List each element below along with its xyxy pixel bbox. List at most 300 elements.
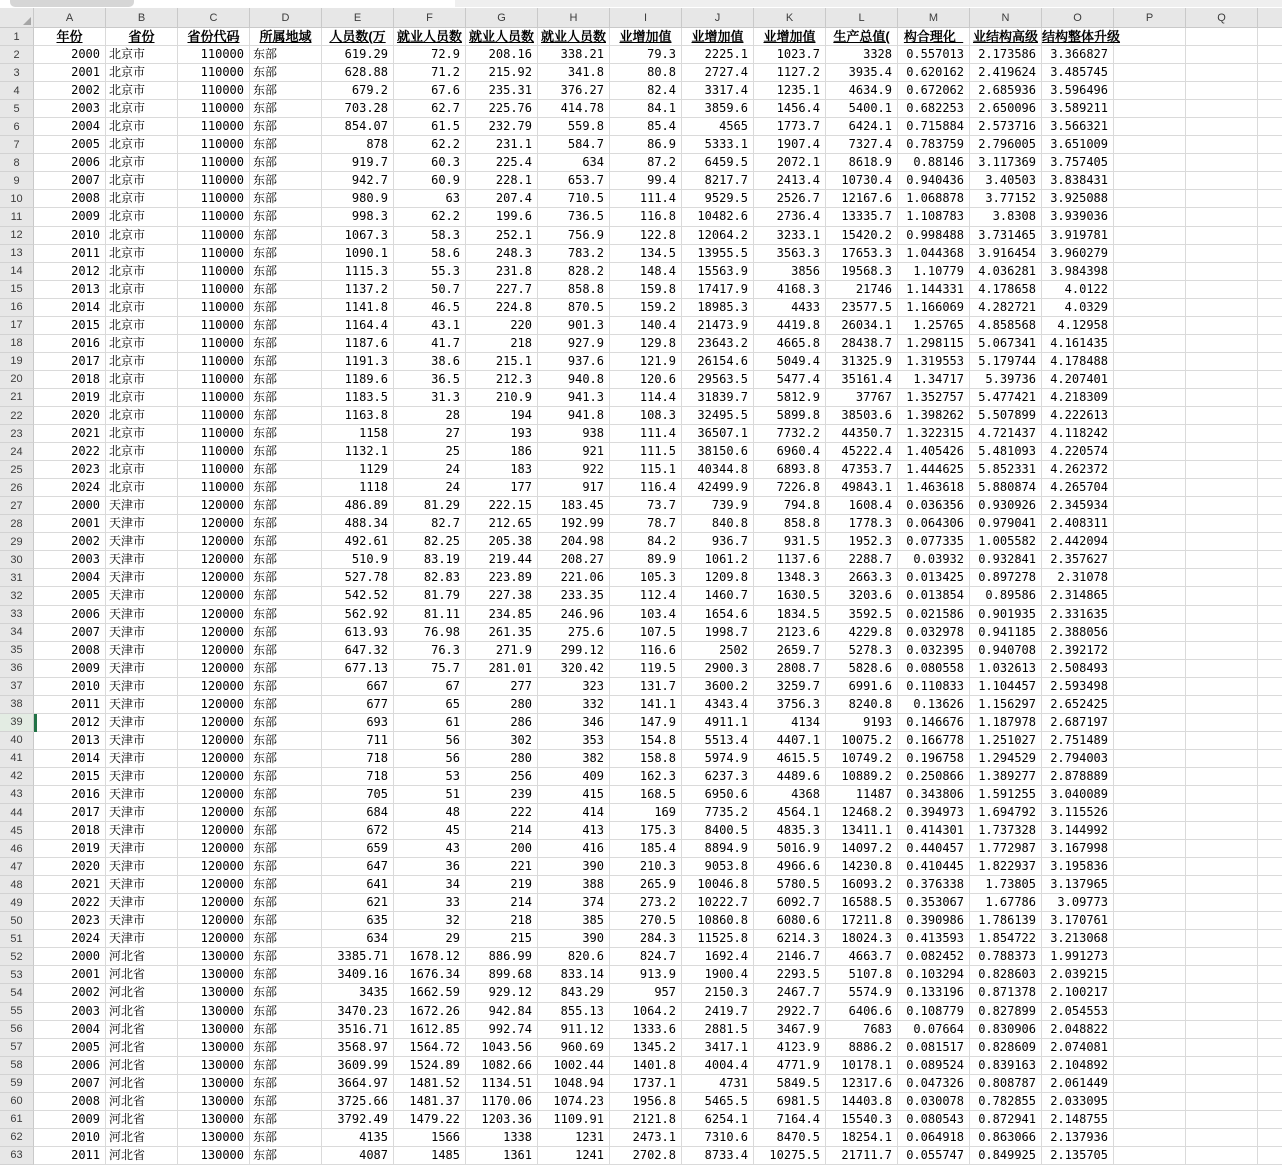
row-number-12[interactable]: 12 <box>0 227 34 245</box>
cell-C34[interactable]: 120000 <box>178 624 250 642</box>
cell-B16[interactable]: 北京市 <box>106 299 178 317</box>
cell-O53[interactable]: 2.039215 <box>1042 966 1114 984</box>
cell-M43[interactable]: 0.343806 <box>898 786 970 804</box>
cell-J4[interactable]: 3317.4 <box>682 82 754 100</box>
cell-O13[interactable]: 3.960279 <box>1042 245 1114 263</box>
cell-Q60[interactable] <box>1186 1093 1258 1111</box>
cell-K54[interactable]: 2467.7 <box>754 984 826 1002</box>
cell-G43[interactable]: 239 <box>466 786 538 804</box>
cell-A24[interactable]: 2022 <box>34 443 106 461</box>
cell-G54[interactable]: 929.12 <box>466 984 538 1002</box>
header-cell-F[interactable]: 就业人员数 <box>394 28 466 46</box>
header-cell-O[interactable]: 结构整体升级 <box>1042 28 1114 46</box>
row-number-60[interactable]: 60 <box>0 1093 34 1111</box>
cell-N18[interactable]: 5.067341 <box>970 335 1042 353</box>
cell-F58[interactable]: 1524.89 <box>394 1057 466 1075</box>
cell-Q25[interactable] <box>1186 461 1258 479</box>
cell-J62[interactable]: 7310.6 <box>682 1129 754 1147</box>
cell-B6[interactable]: 北京市 <box>106 118 178 136</box>
cell-K63[interactable]: 10275.5 <box>754 1147 826 1165</box>
cell-C58[interactable]: 130000 <box>178 1057 250 1075</box>
cell-M7[interactable]: 0.783759 <box>898 136 970 154</box>
cell-B24[interactable]: 北京市 <box>106 443 178 461</box>
cell-F24[interactable]: 25 <box>394 443 466 461</box>
cell-J20[interactable]: 29563.5 <box>682 371 754 389</box>
cell-L15[interactable]: 21746 <box>826 281 898 299</box>
cell-I20[interactable]: 120.6 <box>610 371 682 389</box>
cell-G49[interactable]: 214 <box>466 894 538 912</box>
cell-N50[interactable]: 1.786139 <box>970 912 1042 930</box>
cell-N30[interactable]: 0.932841 <box>970 551 1042 569</box>
row-number-37[interactable]: 37 <box>0 678 34 696</box>
cell-G14[interactable]: 231.8 <box>466 263 538 281</box>
cell-B38[interactable]: 天津市 <box>106 696 178 714</box>
cell-A58[interactable]: 2006 <box>34 1057 106 1075</box>
column-header-K[interactable]: K <box>754 8 826 27</box>
cell-B29[interactable]: 天津市 <box>106 533 178 551</box>
cell-H2[interactable]: 338.21 <box>538 46 610 64</box>
cell-N39[interactable]: 1.187978 <box>970 714 1042 732</box>
cell-F6[interactable]: 61.5 <box>394 118 466 136</box>
cell-F2[interactable]: 72.9 <box>394 46 466 64</box>
cell-K13[interactable]: 3563.3 <box>754 245 826 263</box>
column-header-A[interactable]: A <box>34 8 106 27</box>
cell-B34[interactable]: 天津市 <box>106 624 178 642</box>
cell-Q30[interactable] <box>1186 551 1258 569</box>
cell-J53[interactable]: 1900.4 <box>682 966 754 984</box>
cell-G32[interactable]: 227.38 <box>466 587 538 605</box>
cell-G33[interactable]: 234.85 <box>466 606 538 624</box>
cell-L53[interactable]: 5107.8 <box>826 966 898 984</box>
cell-A46[interactable]: 2019 <box>34 840 106 858</box>
header-cell-L[interactable]: 生产总值( <box>826 28 898 46</box>
cell-B2[interactable]: 北京市 <box>106 46 178 64</box>
cell-K29[interactable]: 931.5 <box>754 533 826 551</box>
cell-Q56[interactable] <box>1186 1021 1258 1039</box>
cell-H24[interactable]: 921 <box>538 443 610 461</box>
cell-B42[interactable]: 天津市 <box>106 768 178 786</box>
cell-F12[interactable]: 58.3 <box>394 227 466 245</box>
cell-O31[interactable]: 2.31078 <box>1042 569 1114 587</box>
cell-H10[interactable]: 710.5 <box>538 190 610 208</box>
cell-N61[interactable]: 0.872941 <box>970 1111 1042 1129</box>
cell-H3[interactable]: 341.8 <box>538 64 610 82</box>
header-cell-N[interactable]: 业结构高级 <box>970 28 1042 46</box>
cell-D12[interactable]: 东部 <box>250 227 322 245</box>
cell-M38[interactable]: 0.13626 <box>898 696 970 714</box>
cell-L10[interactable]: 12167.6 <box>826 190 898 208</box>
cell-J29[interactable]: 936.7 <box>682 533 754 551</box>
cell-D43[interactable]: 东部 <box>250 786 322 804</box>
cell-D49[interactable]: 东部 <box>250 894 322 912</box>
cell-B60[interactable]: 河北省 <box>106 1093 178 1111</box>
cell-G18[interactable]: 218 <box>466 335 538 353</box>
cell-E20[interactable]: 1189.6 <box>322 371 394 389</box>
cell-G4[interactable]: 235.31 <box>466 82 538 100</box>
cell-I36[interactable]: 119.5 <box>610 660 682 678</box>
cell-F4[interactable]: 67.6 <box>394 82 466 100</box>
cell-K31[interactable]: 1348.3 <box>754 569 826 587</box>
cell-Q61[interactable] <box>1186 1111 1258 1129</box>
cell-B23[interactable]: 北京市 <box>106 425 178 443</box>
cell-J58[interactable]: 4004.4 <box>682 1057 754 1075</box>
cell-D57[interactable]: 东部 <box>250 1039 322 1057</box>
cell-F35[interactable]: 76.3 <box>394 642 466 660</box>
cell-N36[interactable]: 1.032613 <box>970 660 1042 678</box>
cell-L29[interactable]: 1952.3 <box>826 533 898 551</box>
cell-D7[interactable]: 东部 <box>250 136 322 154</box>
cell-M45[interactable]: 0.414301 <box>898 822 970 840</box>
cell-M23[interactable]: 1.322315 <box>898 425 970 443</box>
cell-G31[interactable]: 223.89 <box>466 569 538 587</box>
row-number-7[interactable]: 7 <box>0 136 34 154</box>
row-number-3[interactable]: 3 <box>0 64 34 82</box>
cell-M27[interactable]: 0.036356 <box>898 497 970 515</box>
cell-A11[interactable]: 2009 <box>34 208 106 226</box>
cell-H9[interactable]: 653.7 <box>538 172 610 190</box>
cell-D15[interactable]: 东部 <box>250 281 322 299</box>
cell-A47[interactable]: 2020 <box>34 858 106 876</box>
row-number-6[interactable]: 6 <box>0 118 34 136</box>
row-number-27[interactable]: 27 <box>0 497 34 515</box>
cell-C61[interactable]: 130000 <box>178 1111 250 1129</box>
cell-B55[interactable]: 河北省 <box>106 1003 178 1021</box>
cell-G56[interactable]: 992.74 <box>466 1021 538 1039</box>
cell-E35[interactable]: 647.32 <box>322 642 394 660</box>
cell-L37[interactable]: 6991.6 <box>826 678 898 696</box>
cell-K40[interactable]: 4407.1 <box>754 732 826 750</box>
cell-H8[interactable]: 634 <box>538 154 610 172</box>
cell-I40[interactable]: 154.8 <box>610 732 682 750</box>
cell-K27[interactable]: 794.8 <box>754 497 826 515</box>
cell-O36[interactable]: 2.508493 <box>1042 660 1114 678</box>
cell-F60[interactable]: 1481.37 <box>394 1093 466 1111</box>
cell-L40[interactable]: 10075.2 <box>826 732 898 750</box>
cell-J13[interactable]: 13955.5 <box>682 245 754 263</box>
cell-L34[interactable]: 4229.8 <box>826 624 898 642</box>
cell-J32[interactable]: 1460.7 <box>682 587 754 605</box>
row-number-38[interactable]: 38 <box>0 696 34 714</box>
cell-N53[interactable]: 0.828603 <box>970 966 1042 984</box>
cell-C50[interactable]: 120000 <box>178 912 250 930</box>
cell-H37[interactable]: 323 <box>538 678 610 696</box>
cell-I35[interactable]: 116.6 <box>610 642 682 660</box>
cell-L59[interactable]: 12317.6 <box>826 1075 898 1093</box>
cell-F17[interactable]: 43.1 <box>394 317 466 335</box>
cell-I14[interactable]: 148.4 <box>610 263 682 281</box>
cell-J44[interactable]: 7735.2 <box>682 804 754 822</box>
row-number-53[interactable]: 53 <box>0 966 34 984</box>
cell-N42[interactable]: 1.389277 <box>970 768 1042 786</box>
cell-A10[interactable]: 2008 <box>34 190 106 208</box>
cell-H39[interactable]: 346 <box>538 714 610 732</box>
cell-P28[interactable] <box>1114 515 1186 533</box>
cell-B53[interactable]: 河北省 <box>106 966 178 984</box>
row-number-29[interactable]: 29 <box>0 533 34 551</box>
cell-K15[interactable]: 4168.3 <box>754 281 826 299</box>
cell-D58[interactable]: 东部 <box>250 1057 322 1075</box>
cell-D61[interactable]: 东部 <box>250 1111 322 1129</box>
cell-E17[interactable]: 1164.4 <box>322 317 394 335</box>
cell-C12[interactable]: 110000 <box>178 227 250 245</box>
cell-L31[interactable]: 2663.3 <box>826 569 898 587</box>
cell-P15[interactable] <box>1114 281 1186 299</box>
cell-J60[interactable]: 5465.5 <box>682 1093 754 1111</box>
cell-E5[interactable]: 703.28 <box>322 100 394 118</box>
header-cell-A[interactable]: 年份 <box>34 28 106 46</box>
cell-K44[interactable]: 4564.1 <box>754 804 826 822</box>
cell-J11[interactable]: 10482.6 <box>682 208 754 226</box>
cell-M61[interactable]: 0.080543 <box>898 1111 970 1129</box>
cell-P57[interactable] <box>1114 1039 1186 1057</box>
cell-I63[interactable]: 2702.8 <box>610 1147 682 1165</box>
cell-C57[interactable]: 130000 <box>178 1039 250 1057</box>
cell-G35[interactable]: 271.9 <box>466 642 538 660</box>
cell-I12[interactable]: 122.8 <box>610 227 682 245</box>
cell-F57[interactable]: 1564.72 <box>394 1039 466 1057</box>
cell-J42[interactable]: 6237.3 <box>682 768 754 786</box>
cell-D46[interactable]: 东部 <box>250 840 322 858</box>
cell-B5[interactable]: 北京市 <box>106 100 178 118</box>
cell-I59[interactable]: 1737.1 <box>610 1075 682 1093</box>
cell-C9[interactable]: 110000 <box>178 172 250 190</box>
cell-O57[interactable]: 2.074081 <box>1042 1039 1114 1057</box>
cell-J12[interactable]: 12064.2 <box>682 227 754 245</box>
cell-G24[interactable]: 186 <box>466 443 538 461</box>
cell-C24[interactable]: 110000 <box>178 443 250 461</box>
cell-P53[interactable] <box>1114 966 1186 984</box>
row-number-1[interactable]: 1 <box>0 28 34 46</box>
cell-P46[interactable] <box>1114 840 1186 858</box>
cell-O21[interactable]: 4.218309 <box>1042 389 1114 407</box>
cell-I3[interactable]: 80.8 <box>610 64 682 82</box>
cell-E45[interactable]: 672 <box>322 822 394 840</box>
cell-J6[interactable]: 4565 <box>682 118 754 136</box>
cell-J45[interactable]: 8400.5 <box>682 822 754 840</box>
row-number-36[interactable]: 36 <box>0 660 34 678</box>
cell-P13[interactable] <box>1114 245 1186 263</box>
cell-N17[interactable]: 4.858568 <box>970 317 1042 335</box>
cell-F20[interactable]: 36.5 <box>394 371 466 389</box>
cell-I29[interactable]: 84.2 <box>610 533 682 551</box>
cell-G34[interactable]: 261.35 <box>466 624 538 642</box>
cell-P42[interactable] <box>1114 768 1186 786</box>
cell-M13[interactable]: 1.044368 <box>898 245 970 263</box>
cell-B40[interactable]: 天津市 <box>106 732 178 750</box>
cell-M15[interactable]: 1.144331 <box>898 281 970 299</box>
cell-F47[interactable]: 36 <box>394 858 466 876</box>
cell-D8[interactable]: 东部 <box>250 154 322 172</box>
row-number-24[interactable]: 24 <box>0 443 34 461</box>
cell-B43[interactable]: 天津市 <box>106 786 178 804</box>
cell-D48[interactable]: 东部 <box>250 876 322 894</box>
cell-D60[interactable]: 东部 <box>250 1093 322 1111</box>
cell-M5[interactable]: 0.682253 <box>898 100 970 118</box>
cell-A62[interactable]: 2010 <box>34 1129 106 1147</box>
cell-L9[interactable]: 10730.4 <box>826 172 898 190</box>
cell-G29[interactable]: 205.38 <box>466 533 538 551</box>
cell-E38[interactable]: 677 <box>322 696 394 714</box>
cell-P51[interactable] <box>1114 930 1186 948</box>
cell-B39[interactable]: 天津市 <box>106 714 178 732</box>
cell-E41[interactable]: 718 <box>322 750 394 768</box>
cell-G6[interactable]: 232.79 <box>466 118 538 136</box>
cell-F45[interactable]: 45 <box>394 822 466 840</box>
cell-G52[interactable]: 886.99 <box>466 948 538 966</box>
cell-F50[interactable]: 32 <box>394 912 466 930</box>
cell-P23[interactable] <box>1114 425 1186 443</box>
cell-N37[interactable]: 1.104457 <box>970 678 1042 696</box>
cell-I58[interactable]: 1401.8 <box>610 1057 682 1075</box>
cell-H53[interactable]: 833.14 <box>538 966 610 984</box>
cell-G60[interactable]: 1170.06 <box>466 1093 538 1111</box>
cell-G5[interactable]: 225.76 <box>466 100 538 118</box>
row-number-13[interactable]: 13 <box>0 245 34 263</box>
cell-F27[interactable]: 81.29 <box>394 497 466 515</box>
cell-G16[interactable]: 224.8 <box>466 299 538 317</box>
cell-Q57[interactable] <box>1186 1039 1258 1057</box>
cell-K53[interactable]: 2293.5 <box>754 966 826 984</box>
column-header-J[interactable]: J <box>682 8 754 27</box>
cell-K57[interactable]: 4123.9 <box>754 1039 826 1057</box>
cell-L27[interactable]: 1608.4 <box>826 497 898 515</box>
cell-C31[interactable]: 120000 <box>178 569 250 587</box>
cell-G22[interactable]: 194 <box>466 407 538 425</box>
cell-Q19[interactable] <box>1186 353 1258 371</box>
cell-E57[interactable]: 3568.97 <box>322 1039 394 1057</box>
cell-C18[interactable]: 110000 <box>178 335 250 353</box>
cell-N33[interactable]: 0.901935 <box>970 606 1042 624</box>
cell-C51[interactable]: 120000 <box>178 930 250 948</box>
cell-C13[interactable]: 110000 <box>178 245 250 263</box>
cell-B52[interactable]: 河北省 <box>106 948 178 966</box>
cell-F54[interactable]: 1662.59 <box>394 984 466 1002</box>
cell-M44[interactable]: 0.394973 <box>898 804 970 822</box>
cell-M8[interactable]: 0.88146 <box>898 154 970 172</box>
cell-I8[interactable]: 87.2 <box>610 154 682 172</box>
cell-Q58[interactable] <box>1186 1057 1258 1075</box>
header-cell-E[interactable]: 人员数(万 <box>322 28 394 46</box>
cell-N26[interactable]: 5.880874 <box>970 479 1042 497</box>
cell-M35[interactable]: 0.032395 <box>898 642 970 660</box>
cell-I37[interactable]: 131.7 <box>610 678 682 696</box>
header-cell-J[interactable]: 业增加值 <box>682 28 754 46</box>
cell-I51[interactable]: 284.3 <box>610 930 682 948</box>
cell-E51[interactable]: 634 <box>322 930 394 948</box>
cell-D33[interactable]: 东部 <box>250 606 322 624</box>
cell-C60[interactable]: 130000 <box>178 1093 250 1111</box>
cell-O44[interactable]: 3.115526 <box>1042 804 1114 822</box>
cell-A18[interactable]: 2016 <box>34 335 106 353</box>
cell-I7[interactable]: 86.9 <box>610 136 682 154</box>
cell-L14[interactable]: 19568.3 <box>826 263 898 281</box>
cell-C62[interactable]: 130000 <box>178 1129 250 1147</box>
cell-N21[interactable]: 5.477421 <box>970 389 1042 407</box>
cell-B33[interactable]: 天津市 <box>106 606 178 624</box>
cell-P47[interactable] <box>1114 858 1186 876</box>
cell-K28[interactable]: 858.8 <box>754 515 826 533</box>
cell-A50[interactable]: 2023 <box>34 912 106 930</box>
column-header-P[interactable]: P <box>1114 8 1186 27</box>
cell-C3[interactable]: 110000 <box>178 64 250 82</box>
cell-C47[interactable]: 120000 <box>178 858 250 876</box>
cell-C5[interactable]: 110000 <box>178 100 250 118</box>
cell-I26[interactable]: 116.4 <box>610 479 682 497</box>
cell-I49[interactable]: 273.2 <box>610 894 682 912</box>
cell-M62[interactable]: 0.064918 <box>898 1129 970 1147</box>
cell-J2[interactable]: 2225.1 <box>682 46 754 64</box>
cell-A56[interactable]: 2004 <box>34 1021 106 1039</box>
cell-D25[interactable]: 东部 <box>250 461 322 479</box>
cell-P10[interactable] <box>1114 190 1186 208</box>
cell-G21[interactable]: 210.9 <box>466 389 538 407</box>
cell-E11[interactable]: 998.3 <box>322 208 394 226</box>
cell-H56[interactable]: 911.12 <box>538 1021 610 1039</box>
cell-K8[interactable]: 2072.1 <box>754 154 826 172</box>
cell-B63[interactable]: 河北省 <box>106 1147 178 1165</box>
cell-I44[interactable]: 169 <box>610 804 682 822</box>
cell-N48[interactable]: 1.73805 <box>970 876 1042 894</box>
cell-I34[interactable]: 107.5 <box>610 624 682 642</box>
cell-F29[interactable]: 82.25 <box>394 533 466 551</box>
column-header-F[interactable]: F <box>394 8 466 27</box>
cell-K18[interactable]: 4665.8 <box>754 335 826 353</box>
header-cell-P[interactable] <box>1114 28 1186 46</box>
cell-L32[interactable]: 3203.6 <box>826 587 898 605</box>
cell-Q46[interactable] <box>1186 840 1258 858</box>
cell-E60[interactable]: 3725.66 <box>322 1093 394 1111</box>
cell-A38[interactable]: 2011 <box>34 696 106 714</box>
cell-H26[interactable]: 917 <box>538 479 610 497</box>
header-cell-D[interactable]: 所属地域 <box>250 28 322 46</box>
cell-P44[interactable] <box>1114 804 1186 822</box>
cell-A17[interactable]: 2015 <box>34 317 106 335</box>
cell-E3[interactable]: 628.88 <box>322 64 394 82</box>
cell-C54[interactable]: 130000 <box>178 984 250 1002</box>
cell-N46[interactable]: 1.772987 <box>970 840 1042 858</box>
cell-H36[interactable]: 320.42 <box>538 660 610 678</box>
cell-D11[interactable]: 东部 <box>250 208 322 226</box>
cell-O54[interactable]: 2.100217 <box>1042 984 1114 1002</box>
row-number-33[interactable]: 33 <box>0 606 34 624</box>
cell-A34[interactable]: 2007 <box>34 624 106 642</box>
cell-C39[interactable]: 120000 <box>178 714 250 732</box>
cell-O3[interactable]: 3.485745 <box>1042 64 1114 82</box>
cell-I32[interactable]: 112.4 <box>610 587 682 605</box>
cell-F15[interactable]: 50.7 <box>394 281 466 299</box>
cell-H31[interactable]: 221.06 <box>538 569 610 587</box>
cell-B46[interactable]: 天津市 <box>106 840 178 858</box>
cell-H51[interactable]: 390 <box>538 930 610 948</box>
cell-A32[interactable]: 2005 <box>34 587 106 605</box>
cell-A63[interactable]: 2011 <box>34 1147 106 1165</box>
cell-N40[interactable]: 1.251027 <box>970 732 1042 750</box>
cell-H15[interactable]: 858.8 <box>538 281 610 299</box>
cell-F25[interactable]: 24 <box>394 461 466 479</box>
cell-F33[interactable]: 81.11 <box>394 606 466 624</box>
cell-N20[interactable]: 5.39736 <box>970 371 1042 389</box>
cell-F28[interactable]: 82.7 <box>394 515 466 533</box>
cell-G41[interactable]: 280 <box>466 750 538 768</box>
cell-I42[interactable]: 162.3 <box>610 768 682 786</box>
cell-Q50[interactable] <box>1186 912 1258 930</box>
row-number-8[interactable]: 8 <box>0 154 34 172</box>
cell-F62[interactable]: 1566 <box>394 1129 466 1147</box>
cell-L46[interactable]: 14097.2 <box>826 840 898 858</box>
cell-O49[interactable]: 3.09773 <box>1042 894 1114 912</box>
cell-D63[interactable]: 东部 <box>250 1147 322 1165</box>
cell-K12[interactable]: 3233.1 <box>754 227 826 245</box>
